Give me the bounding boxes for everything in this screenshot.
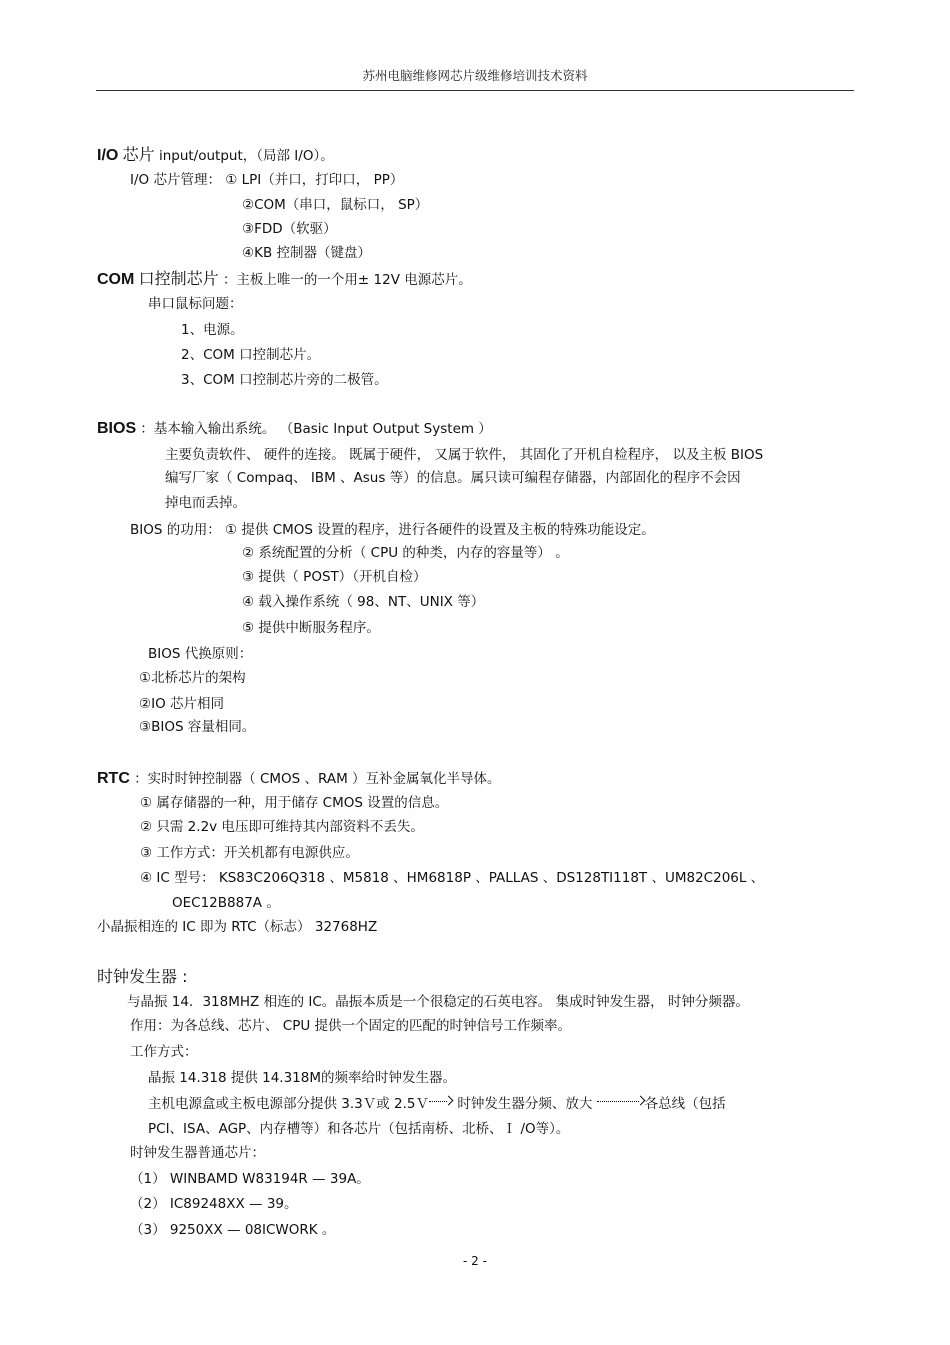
bios-replace-item: ②IO 芯片相同: [139, 696, 225, 712]
rtc-item: ② 只需 2.2v 电压即可维持其内部资料不丢失。: [140, 819, 424, 835]
bios-func-label: BIOS 的功用：: [130, 522, 221, 538]
com-item: 2、COM 口控制芯片。: [181, 347, 321, 363]
bios-replace-item: ①北桥芯片的架构: [139, 670, 246, 686]
io-item: ④KB 控制器（键盘）: [242, 245, 372, 261]
com-item: 1、电源。: [181, 322, 244, 338]
clock-chip: （1） WINBAMD W83194R — 39A。: [130, 1171, 370, 1187]
clock-title: 时钟发生器 :: [97, 967, 188, 986]
bios-term: BIOS: [97, 420, 137, 437]
bios-function: ② 系统配置的分析（ CPU 的种类，内存的容量等） 。: [242, 545, 569, 561]
rtc-item: ① 属存储器的一种，用于储存 CMOS 设置的信息。: [140, 795, 449, 811]
io-mgmt-label: I/O 芯片管理：: [130, 172, 221, 188]
rtc-item: ④ IC 型号： KS83C206Q318 、M5818 、HM6818P 、PALLAS 、DS128TI118T 、UM82C206L 、: [140, 870, 765, 886]
clock-mode-part: 时钟发生器分频、放大: [457, 1096, 593, 1112]
bios-function: ① 提供 CMOS 设置的程序，进行各硬件的设置及主板的特殊功能设定。: [225, 522, 655, 538]
clock-mode-label: 工作方式：: [130, 1044, 198, 1060]
arrow-right-icon: [597, 1097, 645, 1111]
rtc-note: 小晶振相连的 IC 即为 RTC（标志） 32768HZ: [97, 919, 378, 935]
io-mgmt: [130, 171, 403, 189]
clock-line: 作用：为各总线、芯片、 CPU 提供一个固定的匹配的时钟信号工作频率。: [130, 1018, 572, 1034]
bios-function: ⑤ 提供中断服务程序。: [242, 620, 380, 636]
rtc-desc: ：实时时钟控制器（ CMOS 、RAM ）互补金属氧化半导体。: [134, 771, 501, 787]
page-header: 苏州电脑维修网芯片级维修培训技术资料: [362, 68, 588, 83]
com-term-cn: 口控制芯片: [138, 269, 219, 288]
clock-common-label: 时钟发生器普通芯片：: [130, 1145, 265, 1161]
io-item: ②COM（串口，鼠标口， SP）: [242, 197, 429, 213]
com-desc: ：主板上唯一的一个用± 12V 电源芯片。: [222, 272, 472, 288]
bios-desc: ：基本输入输出系统。 （Basic Input Output System ）: [140, 421, 492, 437]
io-item: ① LPI（并口，打印口， PP）: [225, 172, 404, 188]
arrow-right-icon: [429, 1097, 453, 1111]
page-number: - 2 -: [463, 1254, 487, 1268]
rtc-term: RTC: [97, 770, 130, 787]
io-desc: input/output，（局部 I/O）。: [158, 148, 334, 164]
rtc-heading: [97, 770, 501, 788]
com-item: 3、COM 口控制芯片旁的二极管。: [181, 372, 388, 388]
io-term-cn: 芯片: [122, 145, 155, 164]
com-issue-label: 串口鼠标问题：: [148, 296, 243, 312]
bios-heading: [97, 420, 492, 438]
bios-para-line: 掉电而丢掉。: [165, 495, 246, 511]
io-item: ③FDD（软驱）: [242, 221, 337, 237]
clock-mode-part: 主机电源盒或主板电源部分提供 3.3Ｖ或 2.5Ｖ: [148, 1096, 430, 1112]
bios-replace-item: ③BIOS 容量相同。: [139, 719, 256, 735]
clock-chip: （3） 9250XX — 08ICWORK 。: [130, 1222, 336, 1238]
io-heading: [97, 146, 334, 165]
io-term: I/O: [97, 147, 119, 164]
bios-function: ④ 载入操作系统（ 98、NT、UNIX 等）: [242, 594, 485, 610]
rtc-item: ③ 工作方式：开关机都有电源供应。: [140, 845, 359, 861]
clock-mode-line: PCI、ISA、AGP、内存槽等）和各芯片（包括南桥、北桥、Ｉ /O等）。: [148, 1121, 570, 1137]
bios-para-line: 编写厂家（ Compaq、 IBM 、Asus 等）的信息。属只读可编程存储器，内部固化的程序不会因: [165, 470, 741, 486]
clock-line: 与晶振 14．318MHZ 相连的 IC。晶振本质是一个很稳定的石英电容。 集成时钟发生器， 时钟分频器。: [127, 994, 749, 1010]
bios-para-line: 主要负责软件、 硬件的连接。 既属于硬件， 又属于软件， 其固化了开机自检程序， 以及主板 BIOS: [165, 447, 764, 463]
com-heading: [97, 270, 472, 289]
clock-mode-line: 晶振 14.318 提供 14.318M的频率给时钟发生器。: [148, 1070, 456, 1086]
com-term: COM: [97, 271, 135, 288]
header-rule: [96, 90, 854, 91]
bios-function: ③ 提供（ POST）（开机自检）: [242, 569, 427, 585]
clock-mode-part: 各总线（包括: [644, 1096, 726, 1112]
bios-func: [130, 521, 655, 539]
bios-replace-label: BIOS 代换原则：: [148, 646, 253, 662]
clock-chip: （2） IC89248XX — 39。: [130, 1196, 298, 1212]
clock-mode-line: [148, 1095, 726, 1113]
rtc-item: OEC12B887A 。: [172, 895, 280, 911]
